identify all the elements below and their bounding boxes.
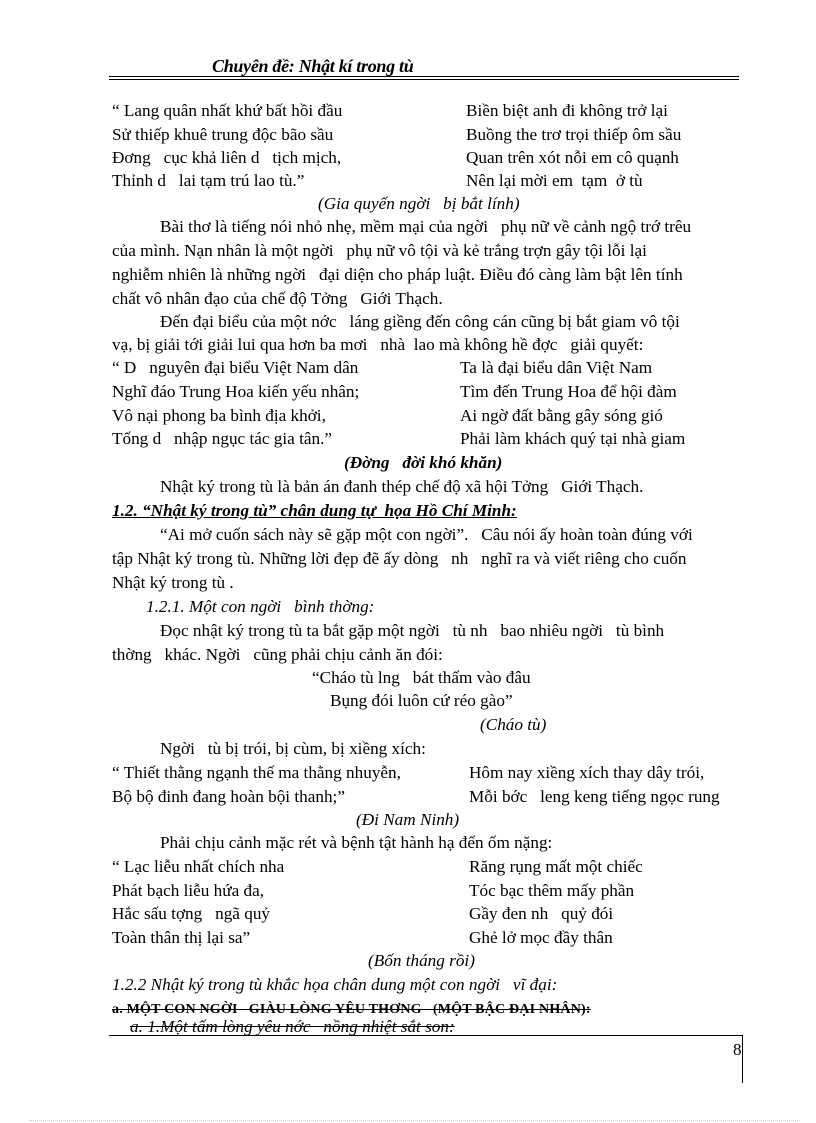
para7-line: Phải chịu cảnh mặc rét và bệnh tật hành hạ đến ốm nặng: <box>160 833 553 852</box>
poem2-right-line: Phải làm khách quý tại nhà giam <box>460 429 686 448</box>
poem5-caption: (Bốn tháng rồi) <box>368 951 475 970</box>
poem4-right-line: Mỗi bớc leng keng tiếng ngọc rung <box>469 787 720 806</box>
section-heading-1-2-2: 1.2.2 Nhật ký trong tù khắc họa chân dung một con ngời vĩ đại: <box>112 975 558 994</box>
para4-line: tập Nhật ký trong tù. Những lời đẹp đẽ ấy dòng nh nghĩ ra và viết riêng cho cuốn <box>112 549 687 568</box>
poem1-right-line: Nên lại mời em tạm ở tù <box>466 171 643 190</box>
para1-line: nghiễm nhiên là những ngời đại diện cho pháp luật. Điều đó càng làm bật lên tính <box>112 265 683 284</box>
header-title: Chuyên đề: Nhật kí trong tù <box>212 56 414 76</box>
page-bottom-edge <box>30 1120 800 1121</box>
poem5-left-line: Phát bạch liễu hứa đa, <box>112 881 265 900</box>
para6-line: Ngời tù bị trói, bị cùm, bị xiềng xích: <box>160 739 426 758</box>
poem2-left-line: Tống d nhập ngục tác gia tân.” <box>112 429 333 448</box>
poem4-caption: (Đi Nam Ninh) <box>356 810 460 829</box>
poem2-left-line: Vô nại phong ba bình địa khởi, <box>112 406 326 425</box>
header-rule <box>109 76 739 77</box>
section-heading-1-2-1: 1.2.1. Một con ngời bình thờng: <box>146 597 375 616</box>
poem1-left-line: Thỉnh d lai tạm trú lao tù.” <box>112 171 305 190</box>
poem5-left-line: Hắc sấu tợng ngã quỷ <box>112 904 271 923</box>
poem3-caption: (Cháo tù) <box>480 715 547 734</box>
poem5-left-line: “ Lạc liễu nhất chích nha <box>112 857 285 876</box>
poem1-right-line: Buồng the trơ trọi thiếp ôm sầu <box>466 125 682 144</box>
poem1-caption: (Gia quyến ngời bị bắt lính) <box>318 194 520 213</box>
para2-line: Đến đại biểu của một nớc láng giềng đến công cán cũng bị bắt giam vô tội <box>160 312 680 331</box>
header-rule <box>109 79 739 80</box>
section-heading-a1: a. 1.Một tấm lòng yêu nớc nồng nhiệt sắt son: <box>130 1017 455 1036</box>
page-number: 8 <box>733 1040 742 1059</box>
para4-line: “Ai mở cuốn sách này sẽ gặp một con ngời”. Câu nói ấy hoàn toàn đúng với <box>160 525 693 544</box>
para1-line: Bài thơ là tiếng nói nhỏ nhẹ, mềm mại của ngời phụ nữ về cảnh ngộ trớ trêu <box>160 217 692 236</box>
para1-line: của mình. Nạn nhân là một ngời phụ nữ vô tội và kẻ trắng trợn gây tội lỗi lại <box>112 241 647 260</box>
para4-line: Nhật ký trong tù . <box>112 573 234 592</box>
poem1-right-line: Quan trên xót nỗi em cô quạnh <box>466 148 679 167</box>
poem2-caption: (Đờng đời khó khăn) <box>344 453 503 472</box>
para5-line: thờng khác. Ngời cũng phải chịu cảnh ăn đói: <box>112 645 443 664</box>
poem4-right-line: Hôm nay xiềng xích thay dây trói, <box>469 763 705 782</box>
poem3-line: Bụng đói luôn cứ réo gào” <box>330 691 513 710</box>
footer-rule <box>109 1035 743 1036</box>
para1-line: chất vô nhân đạo của chế độ Tởng Giới Thạch. <box>112 289 443 308</box>
poem2-right-line: Ai ngờ đất bằng gây sóng gió <box>460 406 663 425</box>
poem2-right-line: Tìm đến Trung Hoa để hội đàm <box>460 382 677 401</box>
poem4-left-line: “ Thiết thằng ngạnh thế ma thằng nhuyễn, <box>112 763 401 782</box>
poem5-right-line: Răng rụng mất một chiếc <box>469 857 643 876</box>
section-heading-1-2: 1.2. “Nhật ký trong tù” chân dung tự họa Hồ Chí Minh: <box>112 501 517 520</box>
poem1-left-line: Sử thiếp khuê trung độc bão sầu <box>112 125 334 144</box>
section-heading-a: a. MỘT CON NGỜI GIÀU LÒNG YÊU THƠNG (MỘT BẬC ĐẠI NHÂN): <box>112 1002 591 1017</box>
poem2-left-line: “ D nguyên đại biểu Việt Nam dân <box>112 358 359 377</box>
poem5-right-line: Ghẻ lở mọc đầy thân <box>469 928 613 947</box>
poem2-right-line: Ta là đại biểu dân Việt Nam <box>460 358 653 377</box>
poem1-right-line: Biền biệt anh đi không trở lại <box>466 101 668 120</box>
para3-line: Nhật ký trong tù là bản án đanh thép chế độ xã hội Tởng Giới Thạch. <box>160 477 644 496</box>
poem1-left-line: “ Lang quân nhất khứ bất hồi đầu <box>112 101 343 120</box>
para5-line: Đọc nhật ký trong tù ta bắt gặp một ngời tù nh bao nhiêu ngời tù bình <box>160 621 665 640</box>
poem2-left-line: Nghĩ đáo Trung Hoa kiến yếu nhân; <box>112 382 360 401</box>
para2-line: vạ, bị giải tới giải lui qua hơn ba mơi nhà lao mà không hề đợc giải quyết: <box>112 335 644 354</box>
poem5-right-line: Tóc bạc thêm mấy phần <box>469 881 635 900</box>
footer-vertical-rule <box>742 1035 743 1083</box>
poem1-left-line: Đơng cục khả liên d tịch mịch, <box>112 148 342 167</box>
poem5-right-line: Gầy đen nh quỷ đói <box>469 904 614 923</box>
poem4-left-line: Bộ bộ đinh đang hoàn bội thanh;” <box>112 787 345 806</box>
poem5-left-line: Toàn thân thị lại sa” <box>112 928 251 947</box>
poem3-line: “Cháo tù lng bát thấm vào đâu <box>312 668 531 687</box>
